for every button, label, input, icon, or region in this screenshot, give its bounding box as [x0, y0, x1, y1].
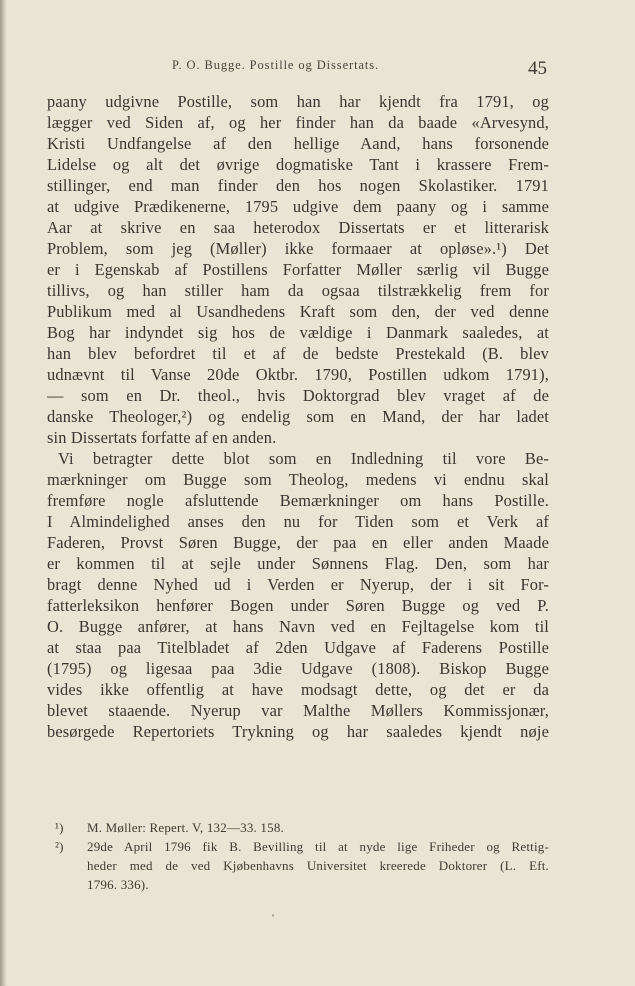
footnote-marker: ²) — [55, 839, 64, 854]
paragraph-end-line: sin Dissertats forfatte af en anden. — [47, 428, 277, 447]
text-line: lægger ved Siden af, og her finder han da baade «Arvesynd, — [47, 113, 549, 132]
text-line: — som en Dr. theol., hvis Doktorgrad blev vraget af de — [47, 386, 549, 405]
body-text — [47, 91, 549, 742]
footnote-continuation: heder med de ved Kjøbenhavns Universitet kreerede Doktorer (L. Eft. — [87, 858, 549, 873]
text-line: at staa paa Titelbladet af 2den Udgave af Faderens Postille — [47, 638, 549, 657]
text-line: (1795) og ligesaa paa 3die Udgave (1808). Biskop Bugge — [47, 659, 549, 678]
text-line: han blev befordret til et af de bedste Prestekald (B. blev — [47, 344, 549, 363]
text-line: Publikum med al Usandhedens Kraft som den, der ved denne — [47, 302, 549, 321]
footnote-text: 29de April 1796 fik B. Bevilling til at nyde lige Friheder og Rettig- — [87, 839, 549, 854]
text-line: at udgive Prædikenerne, 1795 udgive dem paany og i samme — [47, 197, 549, 216]
text-line: mærkninger om Bugge som Theolog, medens vi endnu skal — [47, 470, 549, 489]
text-line: fatterleksikon henfører Bogen under Søren Bugge og ved P. — [47, 596, 549, 615]
text-line: Problem, som jeg (Møller) ikke formaaer at opløse».¹) Det — [47, 239, 549, 258]
text-line: er kommen til at sejle under Sønnens Flag. Den, som har — [47, 554, 549, 573]
footnote-continuation: 1796. 336). — [87, 877, 149, 892]
text-line: I Almindelighed anses den nu for Tiden som et Verk af — [47, 512, 549, 531]
text-line: tillivs, og han stiller ham da ogsaa tilstrækkelig frem for — [47, 281, 549, 300]
text-line: paany udgivne Postille, som han har kjendt fra 1791, og — [47, 92, 549, 111]
text-line: danske Theologer,²) og endelig som en Mand, der har ladet — [47, 407, 549, 426]
text-line: bragt denne Nyhed ud i Verden er Nyerup, der i sit For- — [47, 575, 549, 594]
page-number: 45 — [528, 58, 547, 79]
text-line: Aar at skrive en saa heterodox Dissertats er et litterarisk — [47, 218, 549, 237]
page-binding-edge — [0, 0, 7, 986]
paper-speck — [272, 914, 274, 917]
text-line: Bog har indyndet sig hos de vældige i Danmark saaledes, at — [47, 323, 549, 342]
footnote-text: M. Møller: Repert. V, 132—33. 158. — [87, 820, 284, 835]
text-line: O. Bugge anfører, at hans Navn ved en Fejltagelse kom til — [47, 617, 549, 636]
paragraph-first-line: Vi betragter dette blot som en Indledning til vore Be- — [58, 449, 549, 468]
running-head: P. O. Bugge. Postille og Dissertats. — [172, 58, 380, 72]
footnotes — [47, 818, 549, 894]
text-line: fremføre nogle afsluttende Bemærkninger om hans Postille. — [47, 491, 549, 510]
text-line: udnævnt til Vanse 20de Oktbr. 1790, Postillen udkom 1791), — [47, 365, 549, 384]
text-line: blevet staaende. Nyerup var Malthe Møllers Kommissjonær, — [47, 701, 549, 720]
page-header — [0, 58, 635, 82]
text-line: stillinger, end man finder den hos nogen Skolastiker. 1791 — [47, 176, 549, 195]
text-line: vides ikke offentlig at have modsagt dette, og det er da — [47, 680, 549, 699]
text-line: besørgede Repertoriets Trykning og har saaledes kjendt nøje — [47, 722, 549, 741]
text-line: er i Egenskab af Postillens Forfatter Møller særlig vil Bugge — [47, 260, 549, 279]
text-line: Faderen, Provst Søren Bugge, der paa en eller anden Maade — [47, 533, 549, 552]
footnote-2 — [47, 837, 549, 856]
text-line: Lidelse og alt det øvrige dogmatiske Tant i krassere Frem- — [47, 155, 549, 174]
footnote-marker: ¹) — [55, 820, 64, 835]
text-line: Kristi Undfangelse af den hellige Aand, hans forsonende — [47, 134, 549, 153]
footnote-1 — [47, 818, 549, 837]
